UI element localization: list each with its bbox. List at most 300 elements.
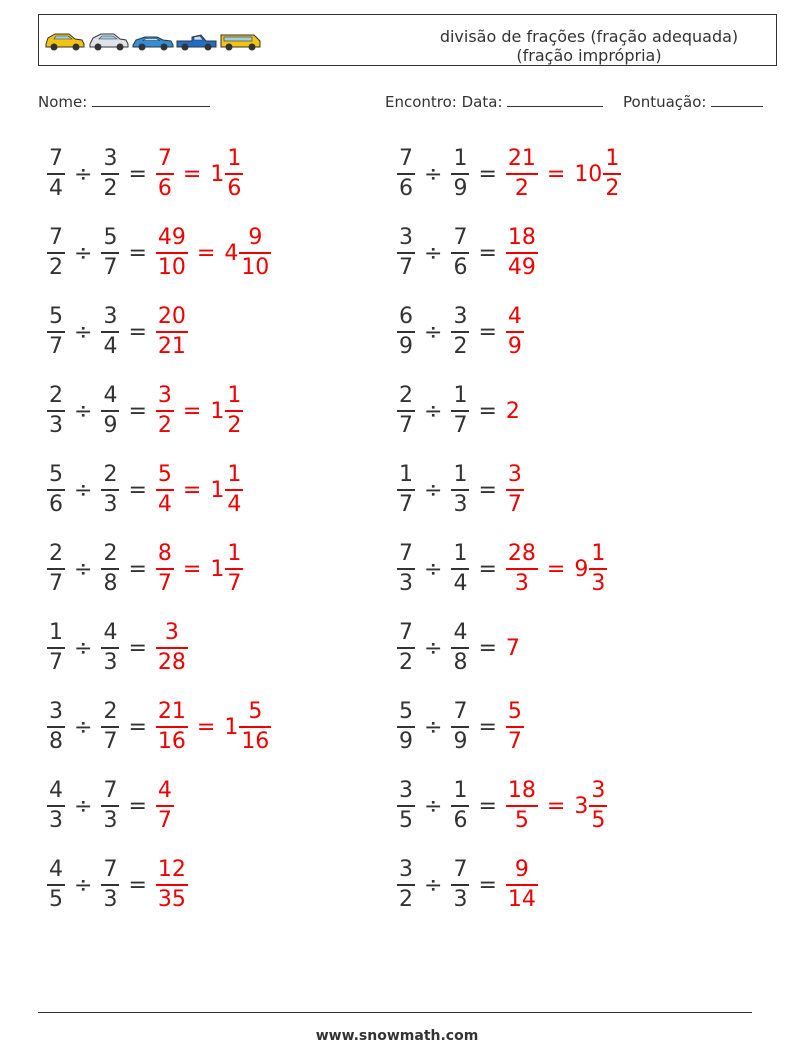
name-label: Nome: bbox=[38, 93, 88, 111]
score-label: Pontuação: bbox=[623, 93, 707, 111]
denominator: 7 bbox=[399, 254, 413, 280]
fraction-bar bbox=[506, 331, 524, 333]
denominator: 2 bbox=[399, 649, 413, 675]
fraction-bar bbox=[156, 647, 188, 649]
denominator: 6 bbox=[49, 491, 63, 517]
divisor-fraction bbox=[101, 543, 119, 595]
fraction-bar bbox=[239, 252, 271, 254]
fraction-bar bbox=[101, 568, 119, 570]
fraction-bar bbox=[451, 805, 469, 807]
fraction-bar bbox=[239, 726, 271, 728]
divisor-fraction bbox=[101, 622, 119, 674]
answer-equals-sign: = bbox=[182, 556, 202, 582]
fraction-bar bbox=[506, 805, 538, 807]
equals-sign: = bbox=[478, 556, 497, 582]
fraction-bar bbox=[451, 331, 469, 333]
denominator: 3 bbox=[591, 570, 606, 596]
denominator: 6 bbox=[453, 254, 468, 280]
denominator: 9 bbox=[507, 333, 522, 359]
problem-item bbox=[397, 537, 607, 601]
numerator: 18 bbox=[507, 225, 536, 251]
denominator: 3 bbox=[103, 807, 118, 833]
denominator: 14 bbox=[507, 886, 536, 912]
equals-sign: = bbox=[478, 161, 497, 187]
denominator: 9 bbox=[103, 412, 118, 438]
denominator: 7 bbox=[227, 570, 242, 596]
denominator: 7 bbox=[103, 254, 118, 280]
numerator: 20 bbox=[157, 304, 186, 330]
numerator: 1 bbox=[591, 541, 606, 567]
denominator: 8 bbox=[103, 570, 118, 596]
yellow-car-icon bbox=[43, 29, 86, 51]
numerator: 3 bbox=[399, 225, 413, 251]
fraction-bar bbox=[156, 331, 188, 333]
mixed-whole: 3 bbox=[574, 793, 589, 819]
name-blank[interactable] bbox=[92, 92, 210, 107]
mixed-fraction bbox=[225, 148, 243, 200]
equals-sign: = bbox=[478, 319, 497, 345]
equals-sign: = bbox=[478, 240, 497, 266]
equals-sign: = bbox=[478, 398, 497, 424]
divisor-fraction bbox=[101, 780, 119, 832]
denominator: 2 bbox=[157, 412, 172, 438]
name-field[interactable] bbox=[38, 92, 210, 111]
equals-sign: = bbox=[128, 714, 147, 740]
denominator: 8 bbox=[453, 649, 468, 675]
divide-sign: ÷ bbox=[74, 556, 93, 582]
numerator: 3 bbox=[507, 462, 522, 488]
fraction-bar bbox=[156, 489, 174, 491]
numerator: 3 bbox=[164, 620, 179, 646]
equals-sign: = bbox=[128, 398, 147, 424]
divisor-fraction bbox=[101, 306, 119, 358]
numerator: 5 bbox=[103, 225, 118, 251]
meeting-date-label: Encontro: Data: bbox=[385, 93, 503, 111]
dividend-fraction bbox=[397, 148, 415, 200]
denominator: 7 bbox=[49, 333, 63, 359]
problem-item bbox=[47, 300, 188, 364]
numerator: 7 bbox=[399, 541, 413, 567]
mixed-whole: 1 bbox=[210, 398, 225, 424]
problem-item bbox=[47, 616, 188, 680]
mixed-whole: 9 bbox=[574, 556, 589, 582]
denominator: 6 bbox=[227, 175, 242, 201]
numerator: 2 bbox=[103, 462, 118, 488]
divide-sign: ÷ bbox=[424, 714, 443, 740]
fraction-bar bbox=[451, 726, 469, 728]
denominator: 3 bbox=[103, 886, 118, 912]
fraction-bar bbox=[603, 173, 621, 175]
answer-mixed-number bbox=[210, 464, 243, 516]
equals-sign: = bbox=[128, 872, 147, 898]
fraction-bar bbox=[156, 568, 174, 570]
divide-sign: ÷ bbox=[74, 872, 93, 898]
answer-fraction bbox=[506, 148, 538, 200]
fraction-bar bbox=[101, 252, 119, 254]
problem-item bbox=[397, 695, 524, 759]
fraction-bar bbox=[101, 726, 119, 728]
denominator: 7 bbox=[507, 728, 522, 754]
numerator: 9 bbox=[514, 857, 529, 883]
mixed-whole: 1 bbox=[210, 556, 225, 582]
numerator: 3 bbox=[453, 304, 468, 330]
answer-fraction bbox=[156, 385, 174, 437]
dividend-fraction bbox=[397, 306, 415, 358]
date-blank[interactable] bbox=[507, 92, 603, 107]
fraction-bar bbox=[506, 568, 538, 570]
divide-sign: ÷ bbox=[424, 319, 443, 345]
worksheet-title bbox=[399, 27, 779, 65]
mixed-fraction bbox=[239, 227, 271, 279]
mixed-whole: 1 bbox=[224, 714, 239, 740]
numerator: 7 bbox=[157, 146, 172, 172]
denominator: 10 bbox=[157, 254, 186, 280]
denominator: 3 bbox=[514, 570, 529, 596]
answer-fraction bbox=[506, 701, 524, 753]
fraction-bar bbox=[47, 173, 65, 175]
car-icons bbox=[43, 29, 262, 51]
problem-item bbox=[47, 379, 243, 443]
numerator: 49 bbox=[157, 225, 186, 251]
denominator: 7 bbox=[399, 491, 413, 517]
answer-mixed-number bbox=[224, 701, 271, 753]
fraction-bar bbox=[397, 252, 415, 254]
answer-fraction bbox=[156, 464, 174, 516]
mixed-fraction bbox=[603, 148, 621, 200]
fraction-bar bbox=[225, 410, 243, 412]
dividend-fraction bbox=[397, 543, 415, 595]
numerator: 1 bbox=[453, 383, 468, 409]
numerator: 2 bbox=[49, 383, 63, 409]
denominator: 5 bbox=[591, 807, 606, 833]
problem-item bbox=[47, 142, 243, 206]
denominator: 3 bbox=[453, 491, 468, 517]
numerator: 7 bbox=[453, 225, 468, 251]
denominator: 7 bbox=[399, 412, 413, 438]
divisor-fraction bbox=[451, 543, 469, 595]
fraction-bar bbox=[47, 252, 65, 254]
dividend-fraction bbox=[47, 780, 65, 832]
fraction-bar bbox=[589, 805, 607, 807]
numerator: 3 bbox=[103, 146, 118, 172]
denominator: 5 bbox=[514, 807, 529, 833]
answer-fraction bbox=[156, 543, 174, 595]
numerator: 1 bbox=[453, 778, 468, 804]
numerator: 4 bbox=[49, 857, 63, 883]
fraction-bar bbox=[47, 489, 65, 491]
divide-sign: ÷ bbox=[424, 872, 443, 898]
divide-sign: ÷ bbox=[424, 398, 443, 424]
numerator: 4 bbox=[103, 383, 118, 409]
title-line-2: (fração imprópria) bbox=[516, 46, 662, 65]
divisor-fraction bbox=[451, 622, 469, 674]
numerator: 6 bbox=[399, 304, 413, 330]
fraction-bar bbox=[47, 568, 65, 570]
answer-mixed-number bbox=[224, 227, 271, 279]
denominator: 10 bbox=[241, 254, 270, 280]
numerator: 1 bbox=[453, 146, 468, 172]
problem-item bbox=[47, 221, 271, 285]
divide-sign: ÷ bbox=[74, 398, 93, 424]
numerator: 4 bbox=[157, 778, 172, 804]
numerator: 1 bbox=[227, 383, 242, 409]
fraction-bar bbox=[101, 489, 119, 491]
numerator: 21 bbox=[157, 699, 186, 725]
fraction-bar bbox=[397, 568, 415, 570]
divide-sign: ÷ bbox=[74, 714, 93, 740]
score-blank[interactable] bbox=[711, 92, 763, 107]
score-field[interactable] bbox=[623, 92, 763, 111]
equals-sign: = bbox=[128, 793, 147, 819]
numerator: 28 bbox=[507, 541, 536, 567]
divide-sign: ÷ bbox=[424, 556, 443, 582]
fraction-bar bbox=[156, 252, 188, 254]
denominator: 2 bbox=[453, 333, 468, 359]
problem-item bbox=[397, 221, 538, 285]
numerator: 1 bbox=[605, 146, 620, 172]
divide-sign: ÷ bbox=[424, 161, 443, 187]
numerator: 4 bbox=[507, 304, 522, 330]
meeting-date-field[interactable] bbox=[385, 92, 603, 111]
denominator: 4 bbox=[453, 570, 468, 596]
numerator: 7 bbox=[399, 620, 413, 646]
divisor-fraction bbox=[101, 701, 119, 753]
problem-item bbox=[397, 300, 524, 364]
equals-sign: = bbox=[128, 319, 147, 345]
denominator: 7 bbox=[157, 570, 172, 596]
mixed-fraction bbox=[589, 780, 607, 832]
numerator: 1 bbox=[399, 462, 413, 488]
answer-equals-sign: = bbox=[182, 477, 202, 503]
answer-equals-sign: = bbox=[546, 161, 566, 187]
answer-equals-sign: = bbox=[196, 714, 216, 740]
numerator: 1 bbox=[453, 462, 468, 488]
mixed-whole: 10 bbox=[574, 161, 603, 187]
denominator: 2 bbox=[227, 412, 242, 438]
problem-item bbox=[47, 774, 174, 838]
numerator: 5 bbox=[157, 462, 172, 488]
dividend-fraction bbox=[47, 622, 65, 674]
mixed-fraction bbox=[225, 543, 243, 595]
denominator: 16 bbox=[157, 728, 186, 754]
numerator: 1 bbox=[49, 620, 63, 646]
divisor-fraction bbox=[451, 227, 469, 279]
divide-sign: ÷ bbox=[424, 635, 443, 661]
numerator: 5 bbox=[507, 699, 522, 725]
dividend-fraction bbox=[397, 859, 415, 911]
divide-sign: ÷ bbox=[424, 240, 443, 266]
fraction-bar bbox=[156, 726, 188, 728]
answer-fraction bbox=[506, 306, 524, 358]
denominator: 7 bbox=[507, 491, 522, 517]
answer-whole: 2 bbox=[505, 398, 520, 424]
fraction-bar bbox=[397, 331, 415, 333]
denominator: 4 bbox=[103, 333, 118, 359]
numerator: 1 bbox=[227, 541, 242, 567]
denominator: 8 bbox=[49, 728, 63, 754]
numerator: 1 bbox=[227, 146, 242, 172]
fraction-bar bbox=[225, 489, 243, 491]
answer-fraction bbox=[506, 543, 538, 595]
numerator: 1 bbox=[227, 462, 242, 488]
divide-sign: ÷ bbox=[74, 477, 93, 503]
fraction-bar bbox=[101, 410, 119, 412]
answer-fraction bbox=[506, 464, 524, 516]
problem-item bbox=[47, 695, 271, 759]
numerator: 2 bbox=[103, 541, 118, 567]
denominator: 3 bbox=[49, 807, 63, 833]
blue-pickup-truck-icon bbox=[175, 29, 218, 51]
equals-sign: = bbox=[478, 872, 497, 898]
denominator: 6 bbox=[399, 175, 413, 201]
denominator: 7 bbox=[453, 412, 468, 438]
dividend-fraction bbox=[397, 701, 415, 753]
mixed-fraction bbox=[225, 385, 243, 437]
denominator: 7 bbox=[157, 807, 172, 833]
numerator: 2 bbox=[103, 699, 118, 725]
numerator: 21 bbox=[507, 146, 536, 172]
problem-item bbox=[47, 458, 243, 522]
divisor-fraction bbox=[451, 859, 469, 911]
divisor-fraction bbox=[451, 385, 469, 437]
denominator: 3 bbox=[103, 491, 118, 517]
divisor-fraction bbox=[101, 859, 119, 911]
answer-fraction bbox=[156, 859, 188, 911]
denominator: 4 bbox=[49, 175, 63, 201]
fraction-bar bbox=[506, 252, 538, 254]
divisor-fraction bbox=[101, 464, 119, 516]
fraction-bar bbox=[589, 568, 607, 570]
denominator: 3 bbox=[103, 649, 118, 675]
numerator: 5 bbox=[248, 699, 263, 725]
fraction-bar bbox=[156, 805, 174, 807]
fraction-bar bbox=[451, 647, 469, 649]
divisor-fraction bbox=[101, 385, 119, 437]
mixed-fraction bbox=[589, 543, 607, 595]
numerator: 5 bbox=[399, 699, 413, 725]
fraction-bar bbox=[225, 173, 243, 175]
answer-equals-sign: = bbox=[546, 793, 566, 819]
blue-car-icon bbox=[131, 29, 174, 51]
fraction-bar bbox=[451, 884, 469, 886]
divide-sign: ÷ bbox=[74, 161, 93, 187]
denominator: 16 bbox=[241, 728, 270, 754]
fraction-bar bbox=[47, 331, 65, 333]
denominator: 35 bbox=[157, 886, 186, 912]
fraction-bar bbox=[506, 489, 524, 491]
numerator: 7 bbox=[453, 699, 468, 725]
denominator: 7 bbox=[103, 728, 118, 754]
fraction-bar bbox=[156, 173, 174, 175]
denominator: 28 bbox=[157, 649, 186, 675]
numerator: 1 bbox=[453, 541, 468, 567]
mixed-whole: 1 bbox=[210, 161, 225, 187]
answer-fraction bbox=[156, 701, 188, 753]
numerator: 5 bbox=[49, 304, 63, 330]
numerator: 7 bbox=[399, 146, 413, 172]
numerator: 9 bbox=[248, 225, 263, 251]
answer-fraction bbox=[506, 859, 538, 911]
denominator: 2 bbox=[49, 254, 63, 280]
denominator: 7 bbox=[49, 649, 63, 675]
denominator: 3 bbox=[49, 412, 63, 438]
denominator: 2 bbox=[514, 175, 529, 201]
answer-fraction bbox=[156, 306, 188, 358]
dividend-fraction bbox=[47, 227, 65, 279]
mixed-fraction bbox=[225, 464, 243, 516]
fraction-bar bbox=[47, 410, 65, 412]
numerator: 4 bbox=[453, 620, 468, 646]
fraction-bar bbox=[156, 884, 188, 886]
fraction-bar bbox=[101, 884, 119, 886]
numerator: 3 bbox=[49, 699, 63, 725]
fraction-bar bbox=[506, 884, 538, 886]
answer-fraction bbox=[156, 148, 174, 200]
fraction-bar bbox=[156, 410, 174, 412]
divisor-fraction bbox=[451, 306, 469, 358]
equals-sign: = bbox=[128, 477, 147, 503]
numerator: 2 bbox=[399, 383, 413, 409]
answer-mixed-number bbox=[574, 780, 607, 832]
fraction-bar bbox=[451, 568, 469, 570]
numerator: 3 bbox=[399, 778, 413, 804]
denominator: 2 bbox=[605, 175, 620, 201]
numerator: 4 bbox=[103, 620, 118, 646]
divide-sign: ÷ bbox=[74, 240, 93, 266]
numerator: 4 bbox=[49, 778, 63, 804]
dividend-fraction bbox=[397, 780, 415, 832]
denominator: 3 bbox=[399, 570, 413, 596]
numerator: 3 bbox=[591, 778, 606, 804]
denominator: 5 bbox=[49, 886, 63, 912]
answer-mixed-number bbox=[210, 148, 243, 200]
fraction-bar bbox=[47, 805, 65, 807]
divisor-fraction bbox=[101, 227, 119, 279]
footer-divider bbox=[38, 1012, 752, 1013]
equals-sign: = bbox=[478, 714, 497, 740]
answer-mixed-number bbox=[210, 385, 243, 437]
denominator: 4 bbox=[157, 491, 172, 517]
fraction-bar bbox=[397, 726, 415, 728]
divide-sign: ÷ bbox=[74, 319, 93, 345]
equals-sign: = bbox=[478, 477, 497, 503]
denominator: 49 bbox=[507, 254, 536, 280]
fraction-bar bbox=[47, 726, 65, 728]
equals-sign: = bbox=[478, 793, 497, 819]
fraction-bar bbox=[506, 173, 538, 175]
denominator: 21 bbox=[157, 333, 186, 359]
fraction-bar bbox=[397, 410, 415, 412]
silver-car-icon bbox=[87, 29, 130, 51]
numerator: 7 bbox=[49, 146, 63, 172]
numerator: 18 bbox=[507, 778, 536, 804]
numerator: 7 bbox=[103, 778, 118, 804]
fraction-bar bbox=[397, 647, 415, 649]
equals-sign: = bbox=[478, 635, 497, 661]
dividend-fraction bbox=[47, 859, 65, 911]
divisor-fraction bbox=[451, 780, 469, 832]
fraction-bar bbox=[101, 805, 119, 807]
divide-sign: ÷ bbox=[74, 793, 93, 819]
answer-mixed-number bbox=[574, 148, 621, 200]
problem-item bbox=[397, 774, 607, 838]
fraction-bar bbox=[451, 489, 469, 491]
numerator: 3 bbox=[157, 383, 172, 409]
denominator: 3 bbox=[453, 886, 468, 912]
divisor-fraction bbox=[451, 464, 469, 516]
denominator: 9 bbox=[453, 175, 468, 201]
answer-equals-sign: = bbox=[182, 161, 202, 187]
